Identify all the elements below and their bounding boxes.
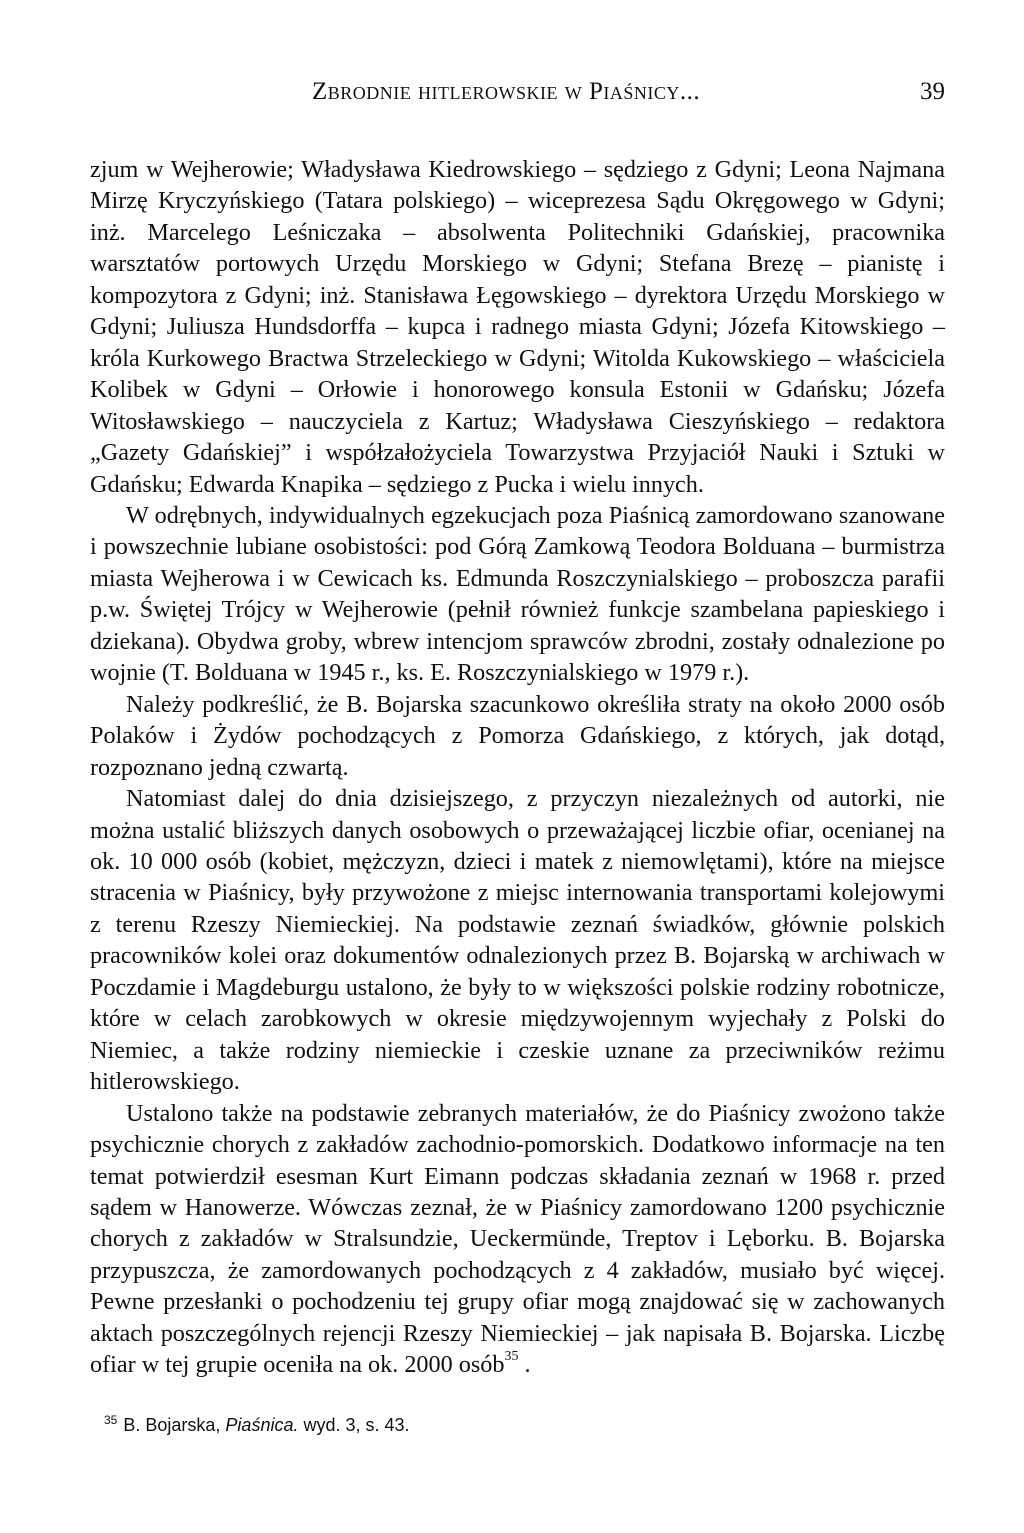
footnote-number: 35 — [104, 1413, 118, 1427]
paragraph-5-period: . — [524, 1351, 531, 1379]
footnote-title: Piaśnica. — [225, 1415, 299, 1435]
paragraph-5-text: Ustalono także na podstawie zebranych materiałów, że do Piaśnicy zwożono także psychicznie chorych z zakładów zachodnio-pomorskich. Dodatkowo informacje na ten temat potwierdził esesman Kurt Eimann podczas składania zeznań w 1968 r. przed sądem w Hanowerze. Wówczas zeznał, że w Piaśnicy zamordowano 1200 psychicznie chorych z zakładów w Stralsundzie, Ueckermünde, Treptov i Lęborku. B. Bojarska przypuszcza, że zamordowanych pochodzących z 4 zakładów, musiało być więcej. Pewne przesłanki o pochodzeniu tej grupy ofiar mogą znajdować się w zachowanych aktach poszczególnych rejencji Rzeszy Niemieckiej – jak napisała B. Bojarska. Liczbę ofiar w tej grupie oceniła na ok. 2000 osób — [90, 1099, 945, 1379]
running-head — [90, 78, 945, 118]
footnote-details: wyd. 3, s. 43. — [303, 1415, 410, 1435]
paragraph-5 — [90, 1098, 945, 1381]
page-number: 39 — [920, 78, 945, 105]
paragraph-1: zjum w Wejherowie; Władysława Kiedrowskiego – sędziego z Gdyni; Leona Najmana Mirzę Kryczyńskiego (Tatara polskiego) – wiceprezesa Sądu Okręgowego w Gdyni; inż. Marcelego Leśniczaka – absolwenta Politechniki Gdańskiej, pracownika warsztatów portowych Urzędu Morskiego w Gdyni; Stefana Brezę – pianistę i kompozytora z Gdyni; inż. Stanisława Łęgowskiego – dyrektora Urzędu Morskiego w Gdyni; Juliusza Hundsdorffa – kupca i radnego miasta Gdyni; Józefa Kitowskiego – króla Kurkowego Bractwa Strzeleckiego w Gdyni; Witolda Kukowskiego – właściciela Kolibek w Gdyni – Orłowie i honorowego konsula Estonii w Gdańsku; Józefa Witosławskiego – nauczyciela z Kartuz; Władysława Cieszyńskiego – redaktora „Gazety Gdańskiej” i współzałożyciela Towarzystwa Przyjaciół Nauki i Sztuki w Gdańsku; Edwarda Knapika – sędziego z Pucka i wielu innych. — [90, 156, 945, 498]
footnote-author: B. Bojarska, — [123, 1415, 221, 1435]
body-text — [90, 154, 945, 1381]
paragraph-3: Należy podkreślić, że B. Bojarska szacunkowo określiła straty na około 2000 osób Polaków i Żydów pochodzących z Pomorza Gdańskiego, z których, jak dotąd, rozpoznano jedną czwartą. — [90, 690, 945, 781]
footnote-reference[interactable]: 35 — [504, 1349, 519, 1365]
paragraph-2: W odrębnych, indywidualnych egzekucjach poza Piaśnicą zamordowano szanowane i powszechnie lubiane osobistości: pod Górą Zamkową Teodora Bolduana – burmistrza miasta Wejherowa i w Cewicach ks. Edmunda Roszczynialskiego – proboszcza parafii p.w. Świętej Trójcy w Wejherowie (pełnił również funkcje szambelana papieskiego i dziekana). Obydwa groby, wbrew intencjom sprawców zbrodni, zostały odnalezione po wojnie (T. Bolduana w 1945 r., ks. E. Roszczynialskiego w 1979 r.). — [90, 501, 945, 687]
paragraph-4: Natomiast dalej do dnia dzisiejszego, z przyczyn niezależnych od autorki, nie można ustalić bliższych danych osobowych o przeważającej liczbie ofiar, ocenianej na ok. 10 000 osób (kobiet, mężczyzn, dzieci i matek z niemowlętami), które na miejsce stracenia w Piaśnicy, były przywożone z miejsc internowania transportami kolejowymi z terenu Rzeszy Niemieckiej. Na podstawie zeznań świadków, głównie polskich pracowników kolei oraz dokumentów odnalezionych przez B. Bojarską w archiwach w Poczdamie i Magdeburgu ustalono, że były to w większości polskie rodziny robotnicze, które w celach zarobkowych w okresie międzywojennym wyjechały z Polski do Niemiec, a także rodziny niemieckie i czeskie uznane za przeciwników reżimu hitlerowskiego. — [90, 785, 945, 1096]
running-title: Zbrodnie hitlerowskie w Piaśnicy... — [312, 78, 701, 105]
footnote — [104, 1413, 410, 1436]
